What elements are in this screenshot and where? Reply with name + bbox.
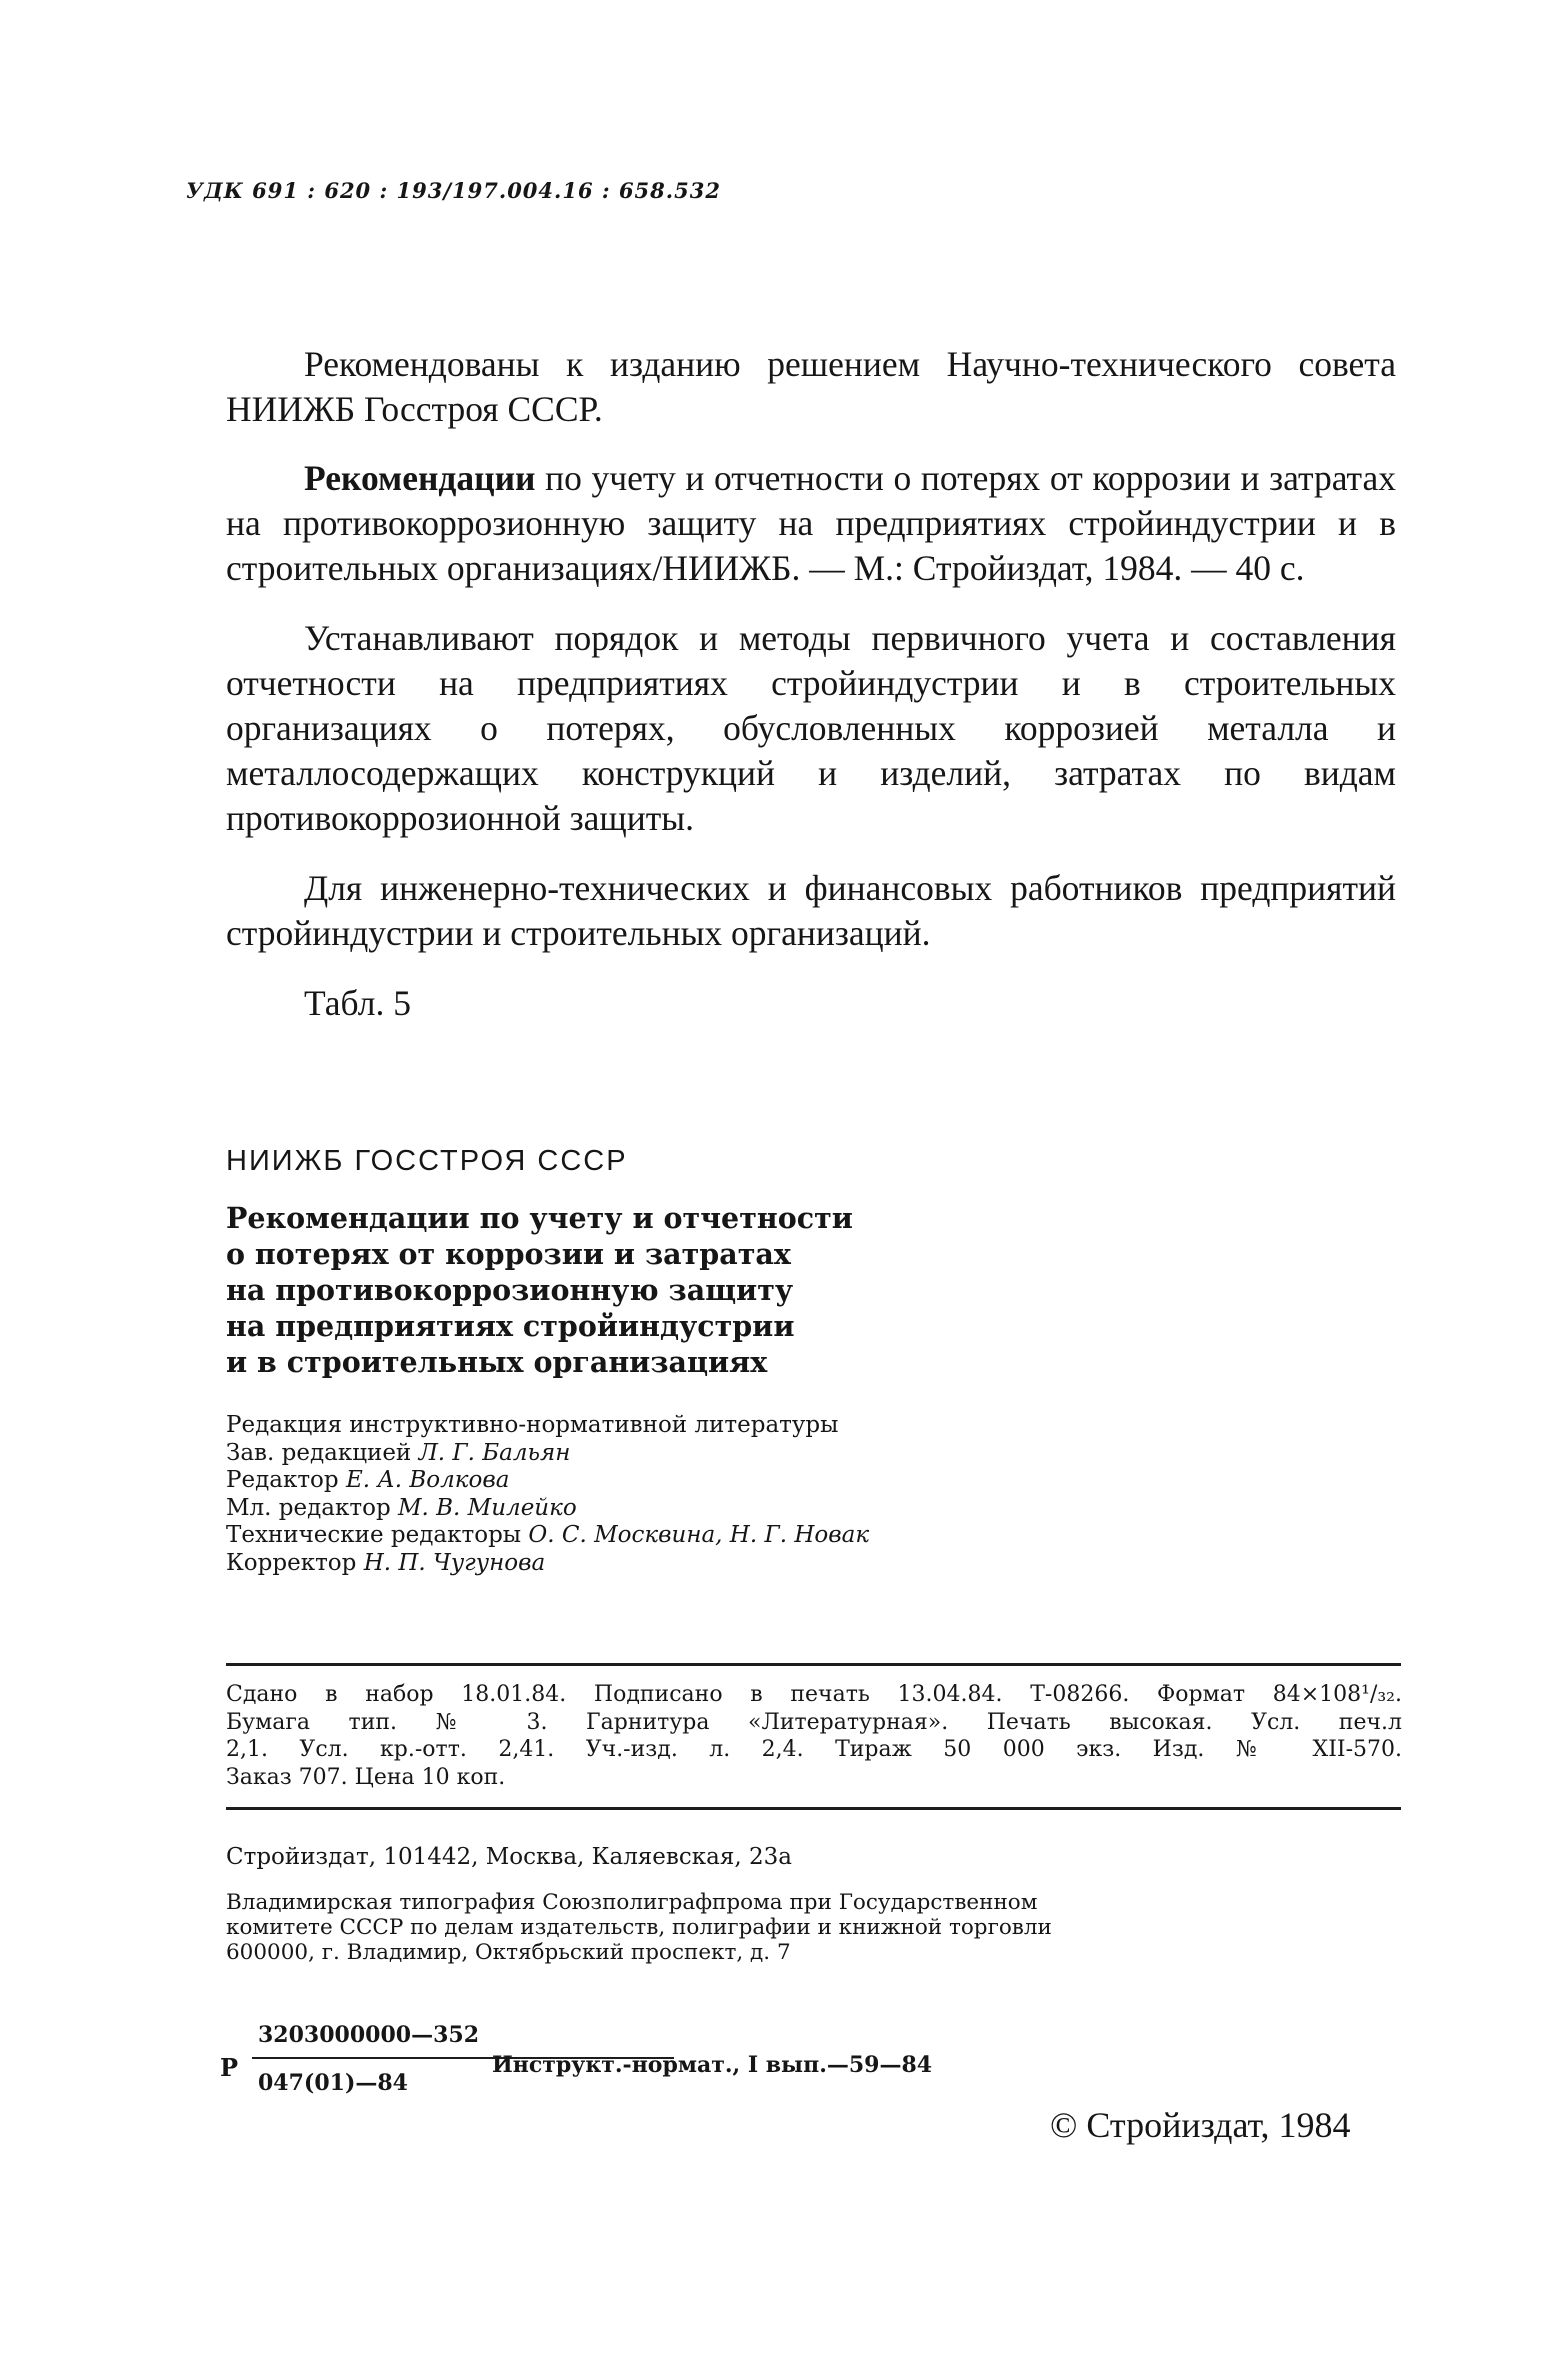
book-title-line: Рекомендации по учету и отчетности [226, 1201, 853, 1235]
credit-role: Зав. редакцией [226, 1439, 412, 1466]
credit-role: Корректор [226, 1549, 357, 1576]
citation-rest: по учету и отчетности о потерях от коррозии и затратах на противокоррозионную защиту на предприятиях стройиндустрии и в строительных организациях/НИИЖБ. — М.: Стройиздат, 1984. — 40 с. [226, 458, 1396, 588]
printer-info [226, 1890, 1336, 1965]
copyright-text: Стройиздат, 1984 [1086, 2105, 1351, 2145]
citation-lead: Рекомендации [304, 458, 536, 498]
print-data-line: Сдано в набор 18.01.84. Подписано в печать 13.04.84. Т-08266. Формат 84×108¹/₃₂. [226, 1682, 1402, 1707]
credit-name: О. С. Москвина, Н. Г. Новак [528, 1522, 870, 1548]
book-title-line: и в строительных организациях [226, 1345, 768, 1379]
credit-role: Редактор [226, 1467, 339, 1493]
abstract-block [226, 342, 1396, 1026]
book-title-line: на противокоррозионную защиту [226, 1273, 794, 1307]
credit-name: М. В. Милейко [397, 1494, 577, 1521]
audience-paragraph: Для инженерно-технических и финансовых работников предприятий стройиндустрии и строительных организаций. [226, 868, 1396, 953]
book-title-line: на предприятиях стройиндустрии [226, 1309, 795, 1343]
index-letter: Р [220, 2053, 239, 2082]
credit-role: Технические редакторы [226, 1522, 522, 1548]
printer-line: 600000, г. Владимир, Октябрьский проспект, д. 7 [226, 1940, 791, 1965]
book-title-line: о потерях от коррозии и затратах [226, 1237, 791, 1271]
credit-name: Л. Г. Бальян [418, 1439, 571, 1466]
divider-top [226, 1663, 1401, 1666]
print-data-line: Бумага тип. № 3. Гарнитура «Литературная». Печать высокая. Усл. печ.л [226, 1709, 1402, 1735]
approval-note: Рекомендованы к изданию решением Научно-технического совета НИИЖБ Госстроя СССР. [226, 344, 1396, 429]
publisher-address: Стройиздат, 101442, Москва, Каляевская, 23а [226, 1844, 792, 1870]
copyright-line [1050, 2104, 1351, 2146]
print-data-line: 2,1. Усл. кр.-отт. 2,41. Уч.-изд. л. 2,4. Тираж 50 000 экз. Изд. № XII-570. [226, 1737, 1402, 1762]
credit-role: Мл. редактор [226, 1494, 391, 1521]
credit-name: Е. А. Волкова [345, 1467, 510, 1493]
editorial-office: Редакция инструктивно-нормативной литературы [226, 1412, 839, 1438]
credit-line [226, 1550, 869, 1578]
credit-line [226, 1440, 869, 1468]
index-numerator: 3203000000—352 [258, 2022, 479, 2048]
divider-bottom [226, 1807, 1401, 1810]
credit-name: Н. П. Чугунова [363, 1549, 546, 1576]
print-data-line: Заказ 707. Цена 10 коп. [226, 1764, 506, 1790]
copyright-icon: © [1050, 2105, 1078, 2145]
credit-line [226, 1467, 869, 1495]
credit-line [226, 1495, 869, 1523]
index-denominator: 047(01)—84 [258, 2070, 408, 2096]
print-data [226, 1681, 1402, 1791]
summary-paragraph: Устанавливают порядок и методы первичного учета и составления отчетности на предприятиях стройиндустрии и в строительных организациях о потерях, обусловленных коррозией металла и металлосодержащих конструкций и изделий, затратах по видам противокоррозионной защиты. [226, 618, 1396, 838]
printer-line: Владимирская типография Союзполиграфпрома при Государственном [226, 1890, 1038, 1915]
credit-line [226, 1522, 869, 1550]
tables-count: Табл. 5 [304, 983, 411, 1023]
udk-code: УДК 691 : 620 : 193/197.004.16 : 658.532 [186, 178, 721, 203]
index-note: Инструкт.-нормат., I вып.—59—84 [492, 2052, 933, 2078]
bibliographic-citation [226, 456, 1396, 591]
printer-line: комитете СССР по делам издательств, полиграфии и книжной торговли [226, 1915, 1052, 1940]
editorial-credits [226, 1412, 869, 1577]
organization-name: НИИЖБ ГОССТРОЯ СССР [226, 1145, 628, 1177]
book-title [226, 1200, 853, 1380]
